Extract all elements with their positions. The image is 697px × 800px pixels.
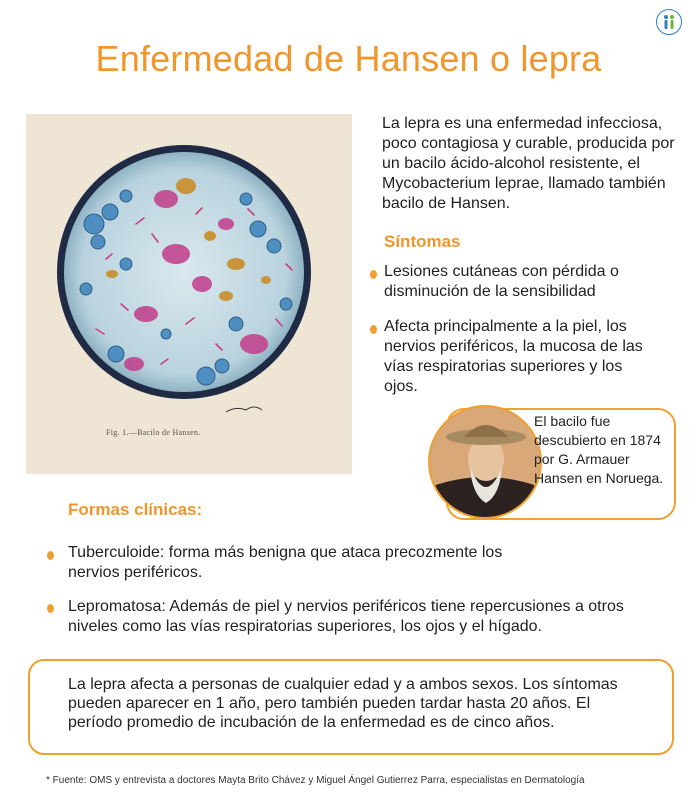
clinical-form-item: Tuberculoide: forma más benigna que ataca precozmente los nervios periféricos. bbox=[68, 544, 503, 581]
bio-text: El bacilo fue descubierto en 1874 por G. Armauer Hansen en Noruega. bbox=[534, 413, 664, 486]
symptom-item: Lesiones cutáneas con pérdida o disminución de la sensibilidad bbox=[384, 263, 619, 300]
page-title: Enfermedad de Hansen o lepra bbox=[95, 38, 602, 79]
illustration-caption: Fig. 1.—Bacilo de Hansen. bbox=[106, 428, 201, 437]
bullet-icon bbox=[370, 325, 377, 334]
microscope-illustration bbox=[26, 114, 352, 474]
bullet-icon bbox=[47, 604, 54, 613]
intro-paragraph: La lepra es una enfermedad infecciosa, poco contagiosa y curable, producida por un bacilo ácido-alcohol resistente, el Mycobacterium leprae, llamado también bacilo de Hansen. bbox=[382, 115, 675, 212]
note-text: La lepra afecta a personas de cualquier edad y a ambos sexos. Los síntomas pueden aparecer en 1 año, pero también pueden tardar hasta 20 años. El período promedio de incubación de la enfermedad es de cinco años. bbox=[68, 676, 618, 731]
clinical-forms-heading: Formas clínicas: bbox=[68, 500, 203, 519]
hansen-portrait bbox=[428, 405, 542, 519]
symptoms-heading: Síntomas bbox=[384, 232, 461, 251]
symptom-item: Afecta principalmente a la piel, los nervios periféricos, la mucosa de las vías respiratorias superiores y los ojos. bbox=[384, 318, 643, 395]
bullet-icon bbox=[370, 270, 377, 279]
source-footnote: * Fuente: OMS y entrevista a doctores Mayta Brito Chávez y Miguel Ángel Gutierrez Parra, especialistas en Dermatología bbox=[46, 775, 585, 786]
logo-icon bbox=[656, 9, 682, 35]
clinical-form-item: Lepromatosa: Además de piel y nervios periféricos tiene repercusiones a otros niveles como las vías respiratorias superiores, los ojos y el hígado. bbox=[68, 598, 624, 635]
bacilli-drawing bbox=[26, 114, 352, 474]
bullet-icon bbox=[47, 551, 54, 560]
